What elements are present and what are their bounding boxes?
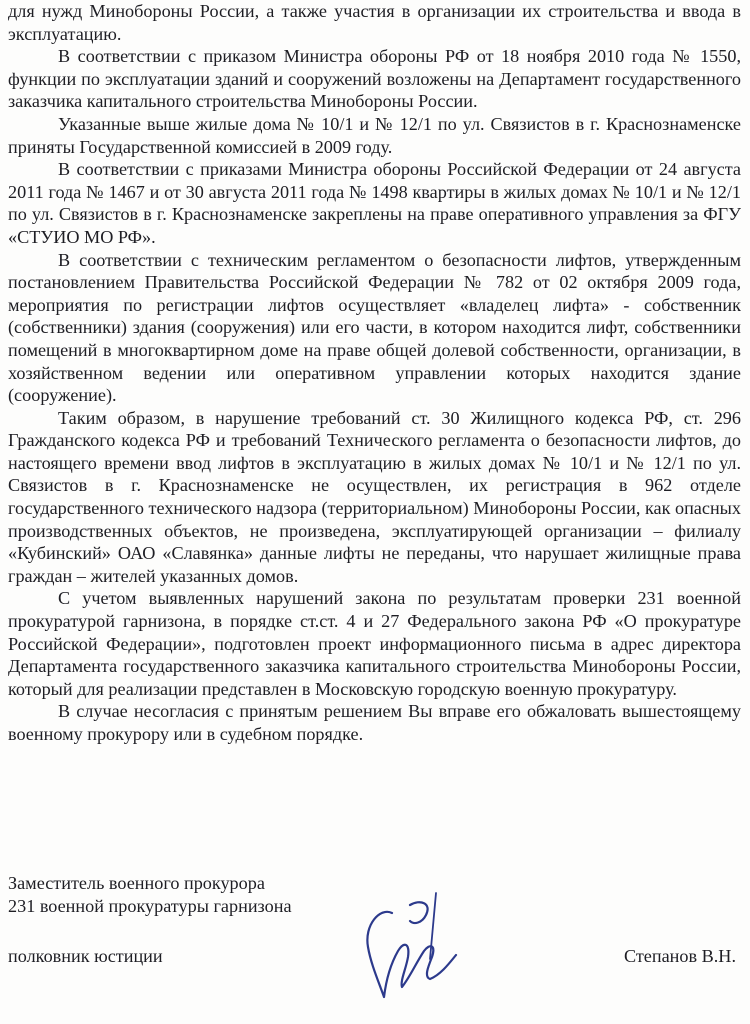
paragraph-8: В случае несогласия с принятым решением Вы вправе его обжаловать вышестоящему военному прокурору или в судебном порядке. bbox=[8, 701, 741, 744]
paragraph-5: В соответствии с техническим регламентом о безопасности лифтов, утвержденным постановлением Правительства Российской Федерации № 782 от 02 октября 2009 года, мероприятия по регистрации лифтов осуществляет «владелец лифта» - собственник (собственники) здания (сооружения) или его части, в котором находится лифт, собственники помещений в многоквартирном доме на праве общей долевой собственности, организации, в хозяйственном ведении или оперативном управлении которых находится здание (сооружение). bbox=[8, 249, 741, 406]
paragraph-6: Таким образом, в нарушение требований ст. 30 Жилищного кодекса РФ, ст. 296 Гражданского кодекса РФ и требований Технического регламента о безопасности лифтов, до настоящего времени ввод лифтов в эксплуатацию в жилых домах № 10/1 и № 12/1 по ул. Связистов в г. Краснознаменске не осуществлен, их регистрация в 962 отделе государственного технического надзора (территориальном) Минобороны России, как опасных производственных объектов, не произведена, эксплуатирующей организации – филиалу «Кубинский» ОАО «Славянка» данные лифты не переданы, что нарушает жилищные права граждан – жителей указанных домов. bbox=[8, 407, 741, 586]
paragraph-2: В соответствии с приказом Министра обороны РФ от 18 ноября 2010 года № 1550, функции по эксплуатации зданий и сооружений возложены на Департамент государственного заказчика капитального строительства Минобороны России. bbox=[8, 46, 741, 112]
signatory-rank: полковник юстиции bbox=[8, 946, 163, 966]
letter-body bbox=[8, 0, 741, 746]
position-line-1: Заместитель военного прокурора bbox=[8, 873, 265, 893]
paragraph-1: для нужд Минобороны России, а также участия в организации их строительства и ввода в эксплуатацию. bbox=[8, 1, 741, 44]
signatory-name: Степанов В.Н. bbox=[623, 946, 736, 966]
position-line-2: 231 военной прокуратуры гарнизона bbox=[8, 895, 292, 916]
paragraph-7: С учетом выявленных нарушений закона по результатам проверки 231 военной прокуратурой гарнизона, в порядке ст.ст. 4 и 27 Федерального закона РФ «О прокуратуре Российской Федерации», подготовлен проект информационного письма в адрес директора Департамента государственного заказчика капитального строительства Минобороны России, который для реализации представлен в Московскую городскую военную прокуратуру. bbox=[8, 588, 741, 699]
handwritten-signature bbox=[340, 885, 480, 1005]
paragraph-3: Указанные выше жилые дома № 10/1 и № 12/1 по ул. Связистов в г. Краснознаменске приняты Государственной комиссией в 2009 году. bbox=[8, 113, 741, 157]
paragraph-4: В соответствии с приказами Министра обороны Российской Федерации от 24 августа 2011 года № 1467 и от 30 августа 2011 года № 1498 квартиры в жилых домах № 10/1 и № 12/1 по ул. Связистов в г. Краснознаменске закреплены на праве оперативного управления за ФГУ «СТУИО МО РФ». bbox=[8, 159, 741, 247]
